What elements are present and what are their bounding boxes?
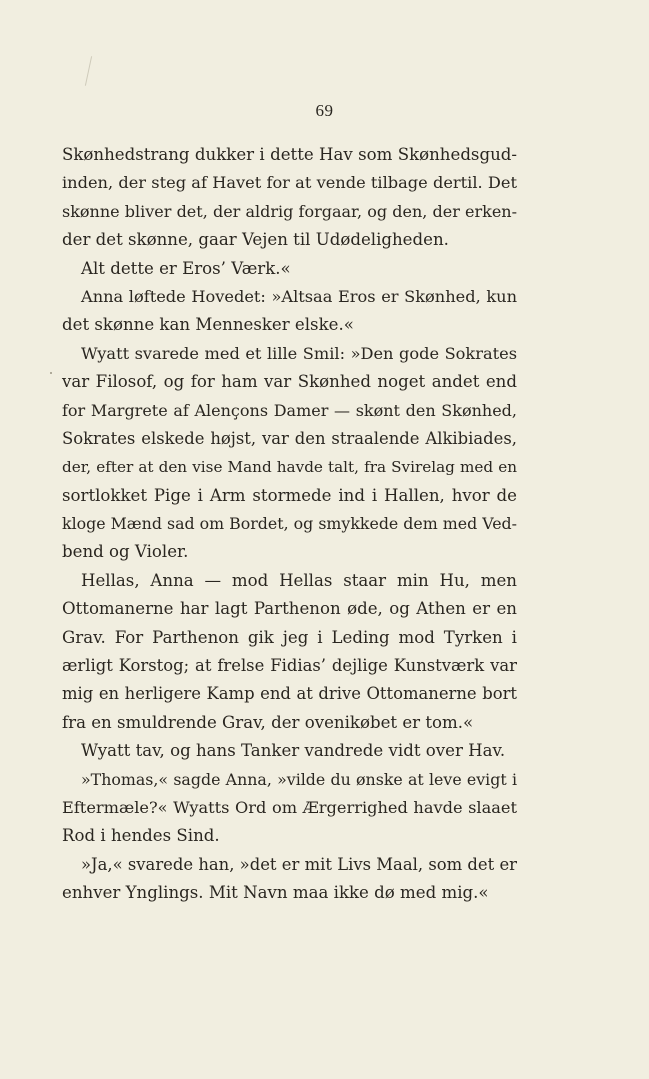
text-line: enhver Ynglings. Mit Navn maa ikke dø med mig.« [62,883,489,903]
text-line: Wyatt tav, og hans Tanker vandrede vidt over Hav. [81,741,506,761]
text-line: skønne bliver det, der aldrig forgaar, og den, der erken- [62,201,517,221]
text-line: Sokrates elskede højst, var den straalende Alkibiades, [62,428,517,448]
text-line: »Thomas,« sagde Anna, »vilde du ønske at leve evigt i [81,769,517,789]
body-text [62,141,517,908]
text-line: der, efter at den vise Mand havde talt, fra Svirelag med en [62,458,517,477]
text-line: Anna løftede Hovedet: »Altsaa Eros er Skønhed, kun [81,286,517,306]
text-line: ærligt Korstog; at frelse Fidias’ dejlige Kunstværk var [62,656,517,676]
text-line: for Margrete af Alençons Damer — skønt den Skønhed, [62,400,517,420]
text-line: inden, der steg af Havet for at vende tilbage dertil. Det [62,173,517,193]
text-line: Eftermæle?« Wyatts Ord om Ærgerrighed havde slaaet [62,797,517,817]
text-line: Rod i hendes Sind. [62,826,220,846]
text-line: fra en smuldrende Grav, der ovenikøbet er tom.« [62,712,474,732]
text-line: Ottomanerne har lagt Parthenon øde, og Athen er en [62,599,517,619]
text-line: kloge Mænd sad om Bordet, og smykkede dem med Ved- [62,514,517,534]
text-line: var Filosof, og for ham var Skønhed noget andet end [62,372,517,392]
text-line: Alt dette er Eros’ Værk.« [81,258,291,278]
text-line: der det skønne, gaar Vejen til Udødeligheden. [62,230,449,250]
text-line: Grav. For Parthenon gik jeg i Leding mod Tyrken i [62,627,517,647]
text-line: sortlokket Pige i Arm stormede ind i Hallen, hvor de [62,485,517,505]
page-number: 69 [315,101,334,120]
text-line: mig en herligere Kamp end at drive Ottomanerne bort [62,684,517,704]
text-line: »Ja,« svarede han, »det er mit Livs Maal, som det er [81,854,517,874]
text-line: Wyatt svarede med et lille Smil: »Den gode Sokrates [81,343,517,363]
text-line: Hellas, Anna — mod Hellas staar min Hu, men [81,570,517,590]
text-line: bend og Violer. [62,542,189,562]
margin-dot-mark [50,372,52,374]
text-line: Skønhedstrang dukker i dette Hav som Skønhedsgud- [62,145,517,164]
text-line: det skønne kan Mennesker elske.« [62,315,354,335]
margin-pencil-mark [85,56,92,86]
